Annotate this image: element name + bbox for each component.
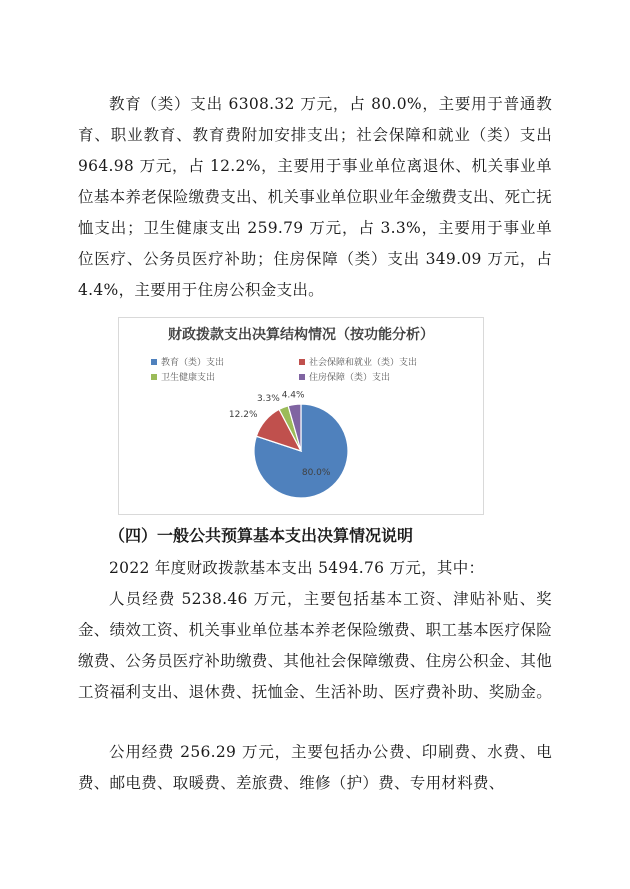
pie-label-education: 80.0%	[301, 467, 331, 478]
legend-label-education: 教育（类）支出	[161, 358, 225, 368]
legend-label-social-security: 社会保障和就业（类）支出	[309, 358, 418, 368]
pie-label-health: 3.3%	[256, 394, 280, 405]
pie-chart-container	[118, 317, 484, 515]
pie-chart	[119, 318, 483, 514]
legend-label-housing: 住房保障（类）支出	[309, 373, 391, 383]
pie-label-social-security: 12.2%	[228, 410, 258, 421]
pie-label-housing: 4.4%	[281, 390, 305, 401]
legend-label-health: 卫生健康支出	[161, 373, 216, 383]
paragraph-public-expenses: 公用经费 256.29 万元，主要包括办公费、印刷费、水费、电费、邮电费、取暖费、差旅费、维修（护）费、专用材料费、	[78, 743, 552, 792]
paragraph-function-expenditure: 教育（类）支出 6308.32 万元，占 80.0%，主要用于普通教育、职业教育、教育费附加安排支出；社会保障和就业（类）支出 964.98 万元，占 12.2%，主要用于事业单位离退休、机关事业单位基本养老保险缴费支出、机关事业单位职业年金缴费支出、死亡抚恤支出；卫生健康支出 259.79 万元，占 3.3%，主要用于事业单位医疗、公务员医疗补助；住房保障（类）支出 349.09 万元，占 4.4%，主要用于住房公积金支出。	[78, 95, 553, 299]
paragraph-personnel-expenses: 人员经费 5238.46 万元，主要包括基本工资、津贴补贴、奖金、绩效工资、机关事业单位基本养老保险缴费、职工基本医疗保险缴费、公务员医疗补助缴费、其他社会保障缴费、住房公积金、其他工资福利支出、退休费、抚恤金、生活补助、医疗费补助、奖励金。	[78, 590, 553, 701]
paragraph-basic-expenditure: 2022 年度财政拨款基本支出 5494.76 万元，其中：	[109, 559, 485, 577]
chart-title: 财政拨款支出决算结构情况（按功能分析）	[168, 327, 434, 343]
section-heading: （四）一般公共预算基本支出决算情况说明	[109, 526, 414, 545]
